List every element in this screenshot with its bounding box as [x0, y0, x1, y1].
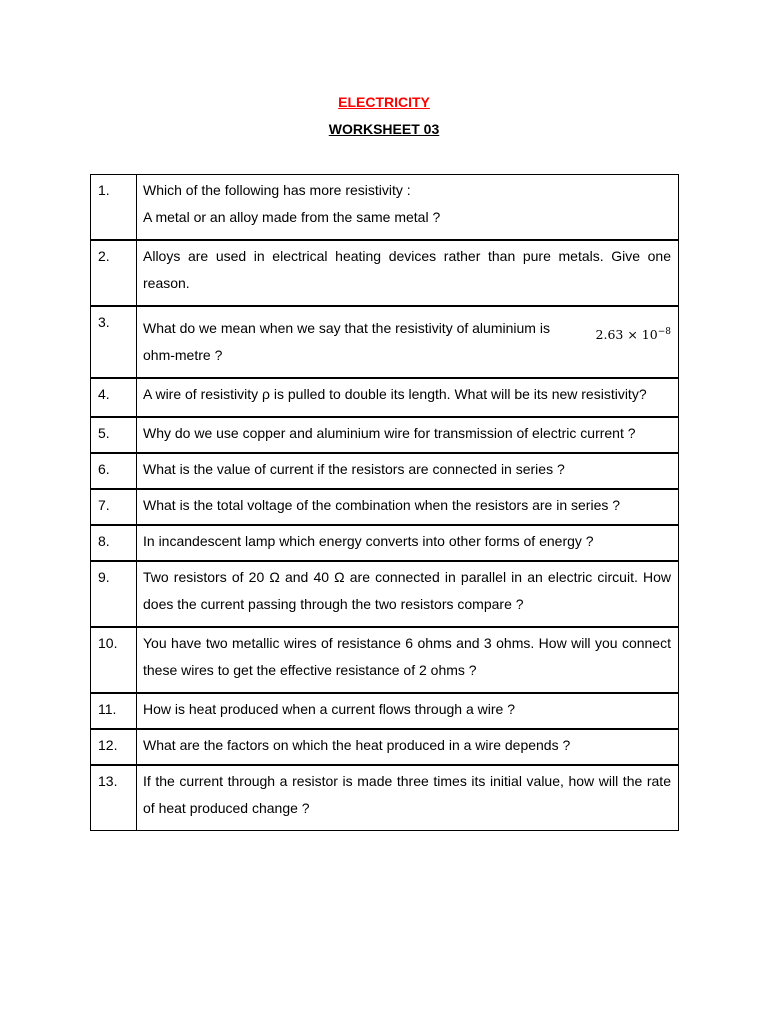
question-number: 8.: [91, 525, 137, 561]
question-text: In incandescent lamp which energy converts into other forms of energy ?: [137, 525, 679, 561]
question-number: 2.: [91, 240, 137, 306]
question-row: [91, 378, 679, 417]
question-number: 1.: [91, 175, 137, 241]
question-text: Alloys are used in electrical heating devices rather than pure metals. Give one reason.: [137, 240, 679, 306]
question-row: [91, 525, 679, 561]
question-number: 11.: [91, 693, 137, 729]
question-text: [137, 306, 679, 378]
question-text-line: Which of the following has more resistivity :: [143, 182, 411, 198]
question-text: What are the factors on which the heat produced in a wire depends ?: [137, 729, 679, 765]
resistivity-formula: [596, 319, 671, 348]
question-row: [91, 765, 679, 831]
question-row: [91, 561, 679, 627]
worksheet-subtitle: WORKSHEET 03: [328, 121, 440, 137]
question-row: [91, 175, 679, 241]
question-number: 13.: [91, 765, 137, 831]
question-row: [91, 417, 679, 453]
question-number: 12.: [91, 729, 137, 765]
question-text-line: What do we mean when we say that the resistivity of aluminium is: [143, 320, 550, 336]
worksheet-title: ELECTRICITY: [338, 94, 430, 110]
question-row: [91, 240, 679, 306]
question-text: [137, 175, 679, 241]
question-number: 7.: [91, 489, 137, 525]
question-text: How is heat produced when a current flows through a wire ?: [137, 693, 679, 729]
question-text: What is the value of current if the resistors are connected in series ?: [137, 453, 679, 489]
question-row: [91, 729, 679, 765]
question-text: What is the total voltage of the combination when the resistors are in series ?: [137, 489, 679, 525]
question-text-line: ohm-metre ?: [143, 347, 223, 363]
formula-base: 2.63 × 10: [595, 327, 658, 343]
question-row: [91, 453, 679, 489]
question-row: [91, 306, 679, 378]
question-row: [91, 693, 679, 729]
question-text: Why do we use copper and aluminium wire for transmission of electric current ?: [137, 417, 679, 453]
questions-table: [90, 174, 679, 831]
question-text: Two resistors of 20 Ω and 40 Ω are connected in parallel in an electric circuit. How does the current passing through the two resistors compare ?: [137, 561, 679, 627]
question-number: 6.: [91, 453, 137, 489]
question-row: [91, 627, 679, 693]
question-text-line: A metal or an alloy made from the same metal ?: [143, 209, 441, 225]
question-number: 10.: [91, 627, 137, 693]
question-text: A wire of resistivity ρ is pulled to double its length. What will be its new resistivity?: [137, 378, 679, 417]
question-number: 4.: [91, 378, 137, 417]
question-text: If the current through a resistor is made three times its initial value, how will the rate of heat produced change ?: [137, 765, 679, 831]
question-row: [91, 489, 679, 525]
formula-exponent: −8: [657, 327, 671, 337]
question-text: You have two metallic wires of resistance 6 ohms and 3 ohms. How will you connect these wires to get the effective resistance of 2 ohms ?: [137, 627, 679, 693]
question-number: 5.: [91, 417, 137, 453]
question-number: 9.: [91, 561, 137, 627]
question-number: 3.: [91, 306, 137, 378]
